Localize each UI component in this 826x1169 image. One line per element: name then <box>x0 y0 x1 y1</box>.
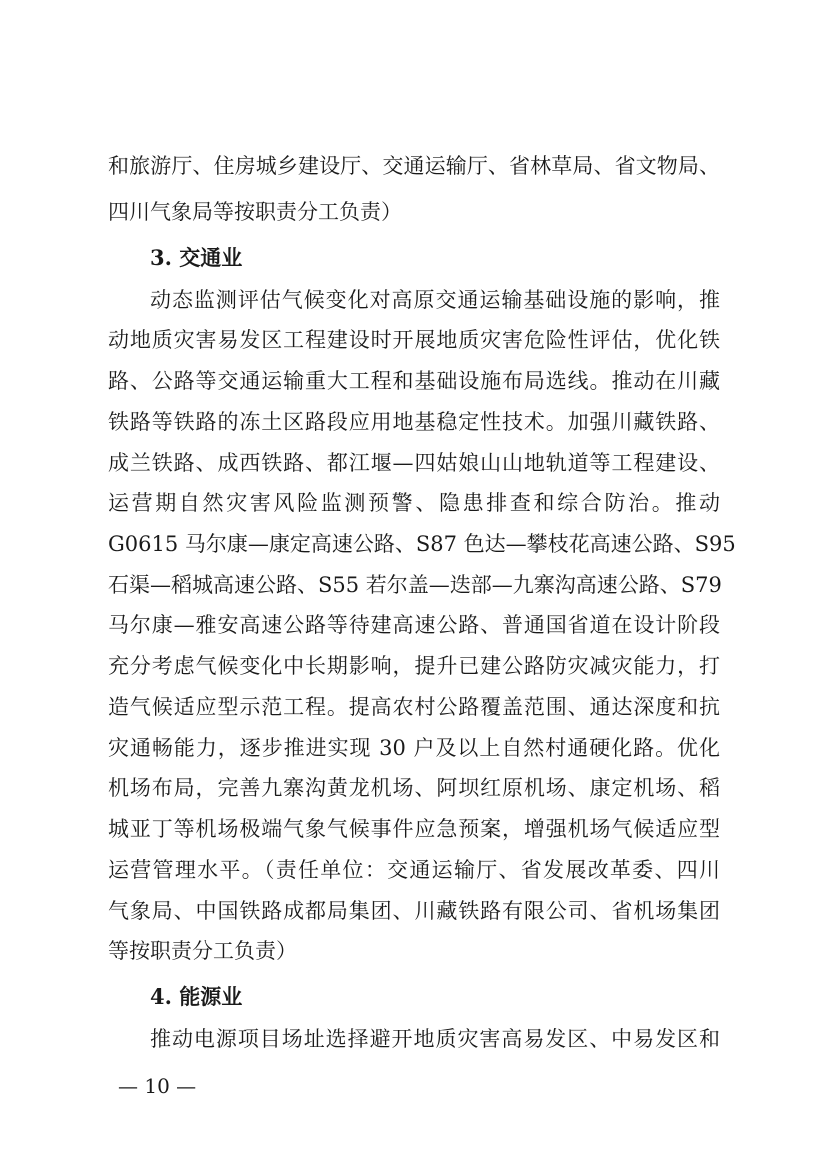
text-line: 动地质灾害易发区工程建设时开展地质灾害危险性评估，优化铁 <box>108 328 720 352</box>
text-line: 四川气象局等按职责分工负责） <box>108 200 402 224</box>
text-line: 充分考虑气候变化中长期影响，提升已建公路防灾减灾能力，打 <box>108 654 720 678</box>
text-line: 石渠—稻城高速公路、S55 若尔盖—迭部—九寨沟高速公路、S79 <box>108 573 722 597</box>
text-line: 路、公路等交通运输重大工程和基础设施布局选线。推动在川藏 <box>108 369 720 393</box>
text-line: 造气候适应型示范工程。提高农村公路覆盖范围、通达深度和抗 <box>108 695 720 719</box>
text-line: 气象局、中国铁路成都局集团、川藏铁路有限公司、省机场集团 <box>108 899 720 923</box>
page-number: — 10 — <box>118 1074 197 1098</box>
section-heading-transport: 3. 交通业 <box>150 245 243 270</box>
text-line: 灾通畅能力，逐步推进实现 30 户及以上自然村通硬化路。优化 <box>108 736 720 760</box>
text-line: 推动电源项目场址选择避开地质灾害高易发区、中易发区和 <box>150 1027 720 1051</box>
text-line: 运营期自然灾害风险监测预警、隐患排查和综合防治。推动 <box>108 491 720 515</box>
text-line: 运营管理水平。（责任单位：交通运输厅、省发展改革委、四川 <box>108 858 720 882</box>
text-line: 等按职责分工负责） <box>108 939 297 963</box>
text-line: 机场布局，完善九寨沟黄龙机场、阿坝红原机场、康定机场、稻 <box>108 776 720 800</box>
text-line: 铁路等铁路的冻土区路段应用地基稳定性技术。加强川藏铁路、 <box>108 410 720 434</box>
text-line: 动态监测评估气候变化对高原交通运输基础设施的影响，推 <box>150 288 720 312</box>
text-line: G0615 马尔康—康定高速公路、S87 色达—攀枝花高速公路、S95 <box>108 532 736 556</box>
text-line: 成兰铁路、成西铁路、都江堰—四姑娘山山地轨道等工程建设、 <box>108 451 720 475</box>
text-line: 马尔康—雅安高速公路等待建高速公路、普通国省道在设计阶段 <box>108 613 720 637</box>
text-line: 和旅游厅、住房城乡建设厅、交通运输厅、省林草局、省文物局、 <box>108 154 720 178</box>
text-line: 城亚丁等机场极端气象气候事件应急预案，增强机场气候适应型 <box>108 817 720 841</box>
section-heading-energy: 4. 能源业 <box>150 984 243 1009</box>
